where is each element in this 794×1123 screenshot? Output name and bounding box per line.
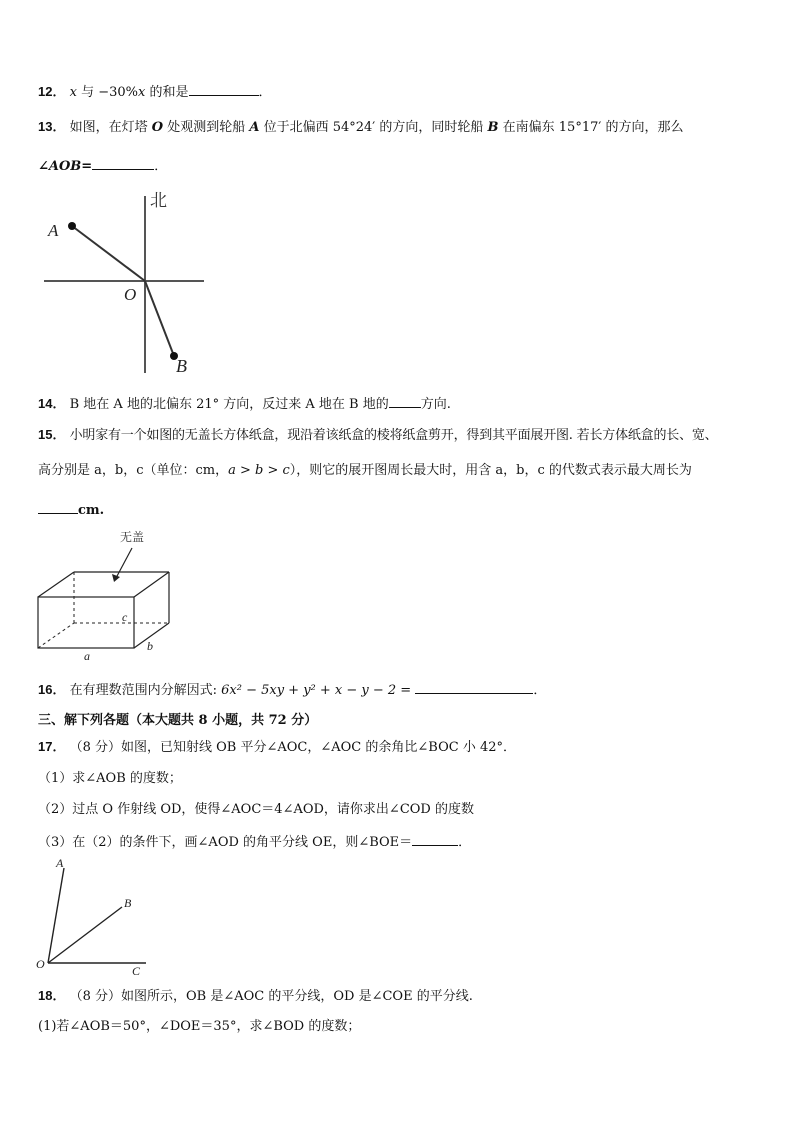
variable-x: x [69,85,77,100]
question-text: 小明家有一个如图的无盖长方体纸盒，现沿着该纸盒的棱将纸盒剪开，得到其平面展开图. 若长方体纸盒的长、宽、 [69,428,718,443]
point-a-dot [68,222,76,230]
question-17 [38,738,516,757]
punctuation: ． [533,683,547,698]
answer-blank [389,394,421,408]
ray-ob [48,907,122,963]
label-o: O [36,957,45,971]
answer-blank [92,156,154,170]
text: 与 [76,85,99,100]
question-text: （3）在（2）的条件下，画∠AOD 的角平分线 OE，则∠BOE＝ [38,835,413,850]
question-13-line-2 [38,156,167,176]
point-b: B [487,120,499,135]
label-a: A [48,221,59,240]
question-16 [38,680,546,700]
north-label: 北 [150,191,167,211]
compass-figure [40,188,210,378]
question-number: 15． [38,427,66,442]
question-number: 17． [38,739,66,754]
question-text: 高分别是 a，b，c（单位：cm， [38,463,229,478]
question-17-part-3 [38,832,471,852]
text: 如图，在灯塔 [69,120,152,135]
angle-value: 15°17′ [558,120,602,135]
label-b: B [124,896,132,910]
arrow-head [112,574,120,582]
unit: cm. [78,503,105,518]
label-c: C [132,964,141,978]
question-12 [38,82,272,102]
ray-oa [72,226,145,281]
lid-label: 无盖 [120,530,145,544]
question-text: B 地在 A 地的北偏东 21° 方向，反过来 A 地在 B 地的 [69,397,389,412]
question-number: 13． [38,119,66,134]
question-14 [38,394,451,414]
section-heading: 三、解下列各题（本大题共 8 小题，共 72 分） [38,713,318,728]
label-b: B [176,356,187,376]
question-number: 16． [38,682,66,697]
text: 的方向，同时轮船 [375,120,488,135]
inequality: a > b > c [228,463,290,478]
percent: −30% [98,85,139,100]
answer-blank [189,82,259,96]
point-o: O [151,120,164,135]
question-15-line-2 [38,462,692,480]
angle-aob: ∠AOB= [38,159,93,174]
text: 的方向，那么 [601,120,684,135]
answer-blank [415,680,533,694]
punctuation: ． [258,85,272,100]
question-number: 14． [38,396,66,411]
question-number: 12． [38,84,66,99]
label-c: c [122,610,128,624]
question-17-part-2: （2）过点 O 作射线 OD，使得∠AOC＝4∠AOD，请你求出∠COD 的度数 [38,802,474,817]
answer-blank [38,500,78,514]
ray-oa [48,868,64,963]
variable-x: x [138,85,146,100]
angle-figure [34,856,154,980]
punctuation: ． [458,835,472,850]
text: 的和是 [145,85,189,100]
polynomial-expression: 6x² − 5xy + y² + x − y − 2 = [221,683,412,698]
answer-blank [412,832,458,846]
question-13-line-1 [38,118,683,137]
punctuation: ． [154,159,168,174]
box-figure [36,528,176,664]
question-15-line-1 [38,426,717,445]
label-b: b [147,639,153,653]
lid-arrow [116,548,132,578]
question-15-line-3 [38,500,104,520]
question-17-part-1: （1）求∠AOB 的度数； [38,771,182,786]
label-a: A [56,856,64,870]
text: 位于北偏西 [259,120,333,135]
point-a: A [249,120,260,135]
text: 在南偏东 [498,120,559,135]
question-text: （8 分）如图所示，OB 是∠AOC 的平分线，OD 是∠COE 的平分线. [69,989,473,1004]
text: 处观测到轮船 [163,120,250,135]
question-18 [38,987,473,1006]
question-text: 在有理数范围内分解因式: [69,683,222,698]
angle-value: 54°24′ [332,120,376,135]
hidden-edge [38,623,74,648]
question-18-part-1: (1)若∠AOB＝50°，∠DOE＝35°，求∠BOD 的度数； [38,1019,361,1034]
text: 方向. [420,397,451,412]
question-number: 18． [38,988,66,1003]
ray-ob [145,281,174,356]
question-text: （8 分）如图，已知射线 OB 平分∠AOC，∠AOC 的余角比∠BOC 小 42°． [69,740,516,755]
question-text: ），则它的展开图周长最大时，用含 a，b，c 的代数式表示最大周长为 [289,463,692,478]
label-a: a [84,649,90,663]
label-o: O [124,285,137,304]
